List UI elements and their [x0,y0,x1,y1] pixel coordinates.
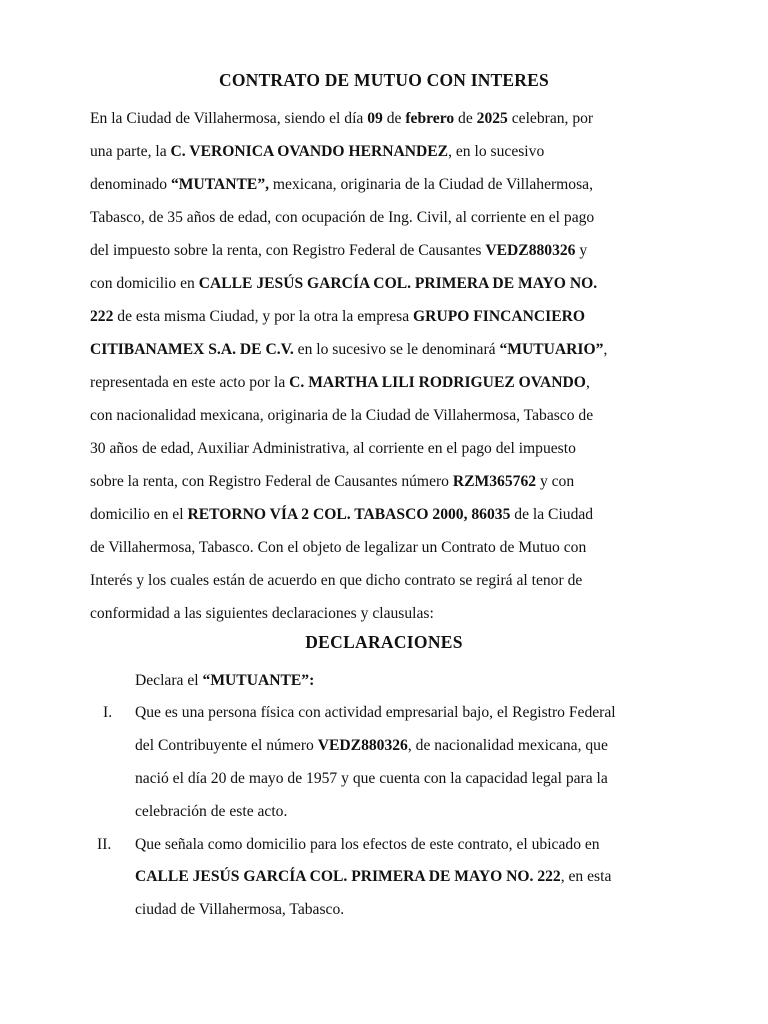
text-span: de [382,110,406,127]
item-1-line-2 [135,736,608,756]
text-span: , [603,341,608,358]
text-span: del impuesto sobre la renta, con Registro Federal de Causantes [90,242,486,259]
intro-line-2 [90,142,544,162]
company-name-part-2: CITIBANAMEX S.A. DE C.V. [90,341,294,358]
text-span: mexicana, originaria de la Ciudad de Villahermosa, [269,176,593,193]
text-span: con domicilio en [90,275,199,292]
mutuante-role: “MUTUANTE”: [202,672,315,689]
mutuante-rfc: VEDZ880326 [317,737,408,754]
representative-name: C. MARTHA LILI RODRIGUEZ OVANDO [289,374,586,391]
mutante-rfc: VEDZ880326 [485,242,576,259]
intro-line-12 [90,472,574,492]
text-span: y con [536,473,575,490]
item-1-line-4: celebración de este acto. [135,803,288,820]
intro-line-8 [90,340,607,360]
declara-line [135,671,314,691]
text-span: domicilio en el [90,506,188,523]
intro-line-11: 30 años de edad, Auxiliar Administrativa, al corriente en el pago del impuesto [90,440,576,457]
text-span: en lo sucesivo se le denominará [293,341,500,358]
text-span: una parte, la [90,143,171,160]
text-span: , [585,374,590,391]
item-2-line-1: Que señala como domicilio para los efectos de este contrato, el ubicado en [135,836,600,853]
document-title: CONTRATO DE MUTUO CON INTERES [219,70,549,90]
text-span: de la Ciudad [510,506,594,523]
mutuante-address: CALLE JESÚS GARCÍA COL. PRIMERA DE MAYO NO. 222 [135,868,561,885]
item-2-line-2 [135,867,611,887]
intro-line-6 [90,274,597,294]
text-span: representada en este acto por la [90,374,290,391]
intro-line-9 [90,373,590,393]
contract-day: 09 [367,110,383,127]
representative-address: RETORNO VÍA 2 COL. TABASCO 2000, 86035 [187,506,511,523]
intro-line-13 [90,505,593,525]
intro-line-7 [90,307,585,327]
mutuario-role: “MUTUARIO” [499,341,604,358]
item-1-line-1: Que es una persona física con actividad empresarial bajo, el Registro Federal [135,704,616,721]
text-span: denominado [90,176,171,193]
text-span: , de nacionalidad mexicana, que [407,737,608,754]
declarations-title: DECLARACIONES [305,632,463,652]
item-2-line-3: ciudad de Villahermosa, Tabasco. [135,901,345,918]
representative-rfc: RZM365762 [452,473,537,490]
intro-line-3 [90,175,593,195]
text-span: celebran, por [507,110,594,127]
text-span: En la Ciudad de Villahermosa, siendo el día [90,110,368,127]
intro-line-5 [90,241,587,261]
text-span: y [575,242,588,259]
item-1-line-3: nació el día 20 de mayo de 1957 y que cuenta con la capacidad legal para la [135,770,608,787]
intro-line-10: con nacionalidad mexicana, originaria de la Ciudad de Villahermosa, Tabasco de [90,407,594,424]
intro-line-4: Tabasco, de 35 años de edad, con ocupación de Ing. Civil, al corriente en el pago [90,209,595,226]
list-number: II. [97,836,112,853]
text-span: Declara el [135,672,203,689]
intro-line-1 [90,109,593,129]
intro-line-14: de Villahermosa, Tabasco. Con el objeto de legalizar un Contrato de Mutuo con [90,539,587,556]
intro-line-16: conformidad a las siguientes declaraciones y clausulas: [90,605,434,622]
text-span: del Contribuyente el número [135,737,318,754]
mutante-address: CALLE JESÚS GARCÍA COL. PRIMERA DE MAYO NO. [198,275,598,292]
text-span: de [454,110,477,127]
mutante-role: “MUTANTE”, [170,176,270,193]
company-name-part-1: GRUPO FINCANCIERO [413,308,586,325]
list-number: I. [103,704,113,721]
text-span: , en esta [560,868,612,885]
contract-month: febrero [405,110,455,127]
mutante-name: C. VERONICA OVANDO HERNANDEZ [170,143,449,160]
text-span: , en lo sucesivo [448,143,545,160]
text-span: de esta misma Ciudad, y por la otra la empresa [113,308,414,325]
intro-line-15: Interés y los cuales están de acuerdo en que dicho contrato se regirá al tenor de [90,572,583,589]
contract-year: 2025 [476,110,508,127]
text-span: sobre la renta, con Registro Federal de Causantes número [90,473,453,490]
mutante-address-number: 222 [90,308,114,325]
